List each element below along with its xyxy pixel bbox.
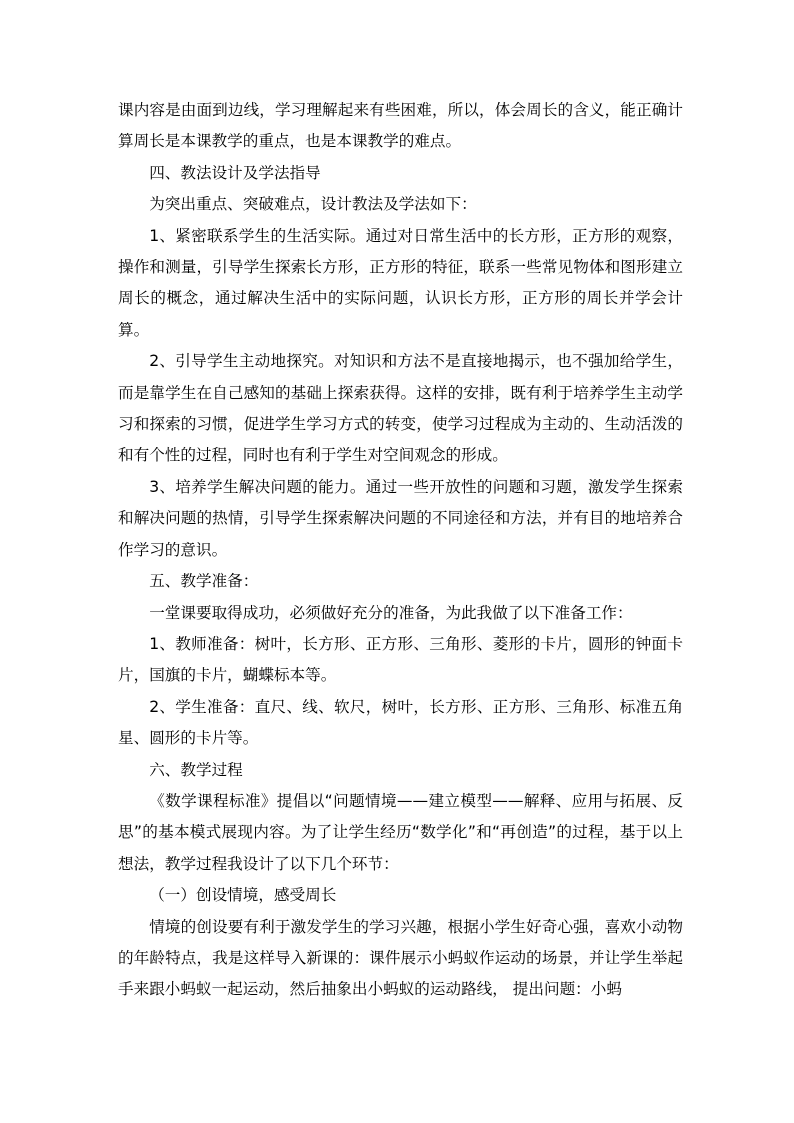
subsection-heading-scenario: （一）创设情境，感受周长 — [149, 886, 337, 905]
paragraph-scenario: 情境的创设要有利于激发学生的学习兴趣，根据小学生好奇心强，喜欢小动物的年龄特点，我是这样导入新课的：课件展示小蚂蚁作运动的场景，并让学生举起手来跟小蚂蚁一起运动，然后抽象出小蚂蚁的运动路线， 提出问题：小蚂 — [118, 917, 683, 999]
section-heading-teaching-process: 六、教学过程 — [149, 760, 243, 779]
paragraph-continuation: 课内容是由面到边线，学习理解起来有些困难，所以，体会周长的含义，能正确计算周长是本课教学的重点，也是本课教学的难点。 — [118, 101, 683, 151]
paragraph-preparation-intro: 一堂课要取得成功，必须做好充分的准备，为此我做了以下准备工作： — [149, 603, 633, 622]
paragraph-method-3: 3、培养学生解决问题的能力。通过一些开放性的问题和习题，激发学生探索和解决问题的热情，引导学生探索解决问题的不同途径和方法，并有目的地培养合作学习的意识。 — [118, 477, 683, 559]
paragraph-method-1: 1、紧密联系学生的生活实际。通过对日常生活中的长方形，正方形的观察，操作和测量，引导学生探索长方形，正方形的特征，联系一些常见物体和图形建立周长的概念，通过解决生活中的实际问题，认识长方形，正方形的周长并学会计算。 — [118, 226, 683, 339]
paragraph-method-2: 2、引导学生主动地探究。对知识和方法不是直接地揭示，也不强加给学生，而是靠学生在自己感知的基础上探索获得。这样的安排，既有利于培养学生主动学习和探索的习惯，促进学生学习方式的转变，使学习过程成为主动的、生动活泼的和有个性的过程，同时也有利于学生对空间观念的形成。 — [118, 352, 683, 465]
paragraph-intro-methods: 为突出重点、突破难点，设计教法及学法如下： — [149, 195, 477, 214]
paragraph-student-preparation: 2、学生准备：直尺、线、软尺，树叶，长方形、正方形、三角形、标准五角星、圆形的卡片等。 — [118, 697, 683, 748]
section-heading-teaching-methods: 四、教法设计及学法指导 — [149, 163, 321, 182]
document-body — [118, 95, 683, 1006]
paragraph-curriculum-standard: 《数学课程标准》提倡以“问题情境——建立模型——解释、应用与拓展、反思”的基本模式展现内容。为了让学生经历“数学化”和“再创造”的过程，基于以上想法，教学过程我设计了以下几个环节： — [118, 791, 683, 873]
paragraph-teacher-preparation: 1、教师准备：树叶，长方形、正方形、三角形、菱形的卡片，圆形的钟面卡片，国旗的卡片，蝴蝶标本等。 — [118, 634, 683, 685]
section-heading-preparation: 五、教学准备： — [149, 572, 259, 591]
